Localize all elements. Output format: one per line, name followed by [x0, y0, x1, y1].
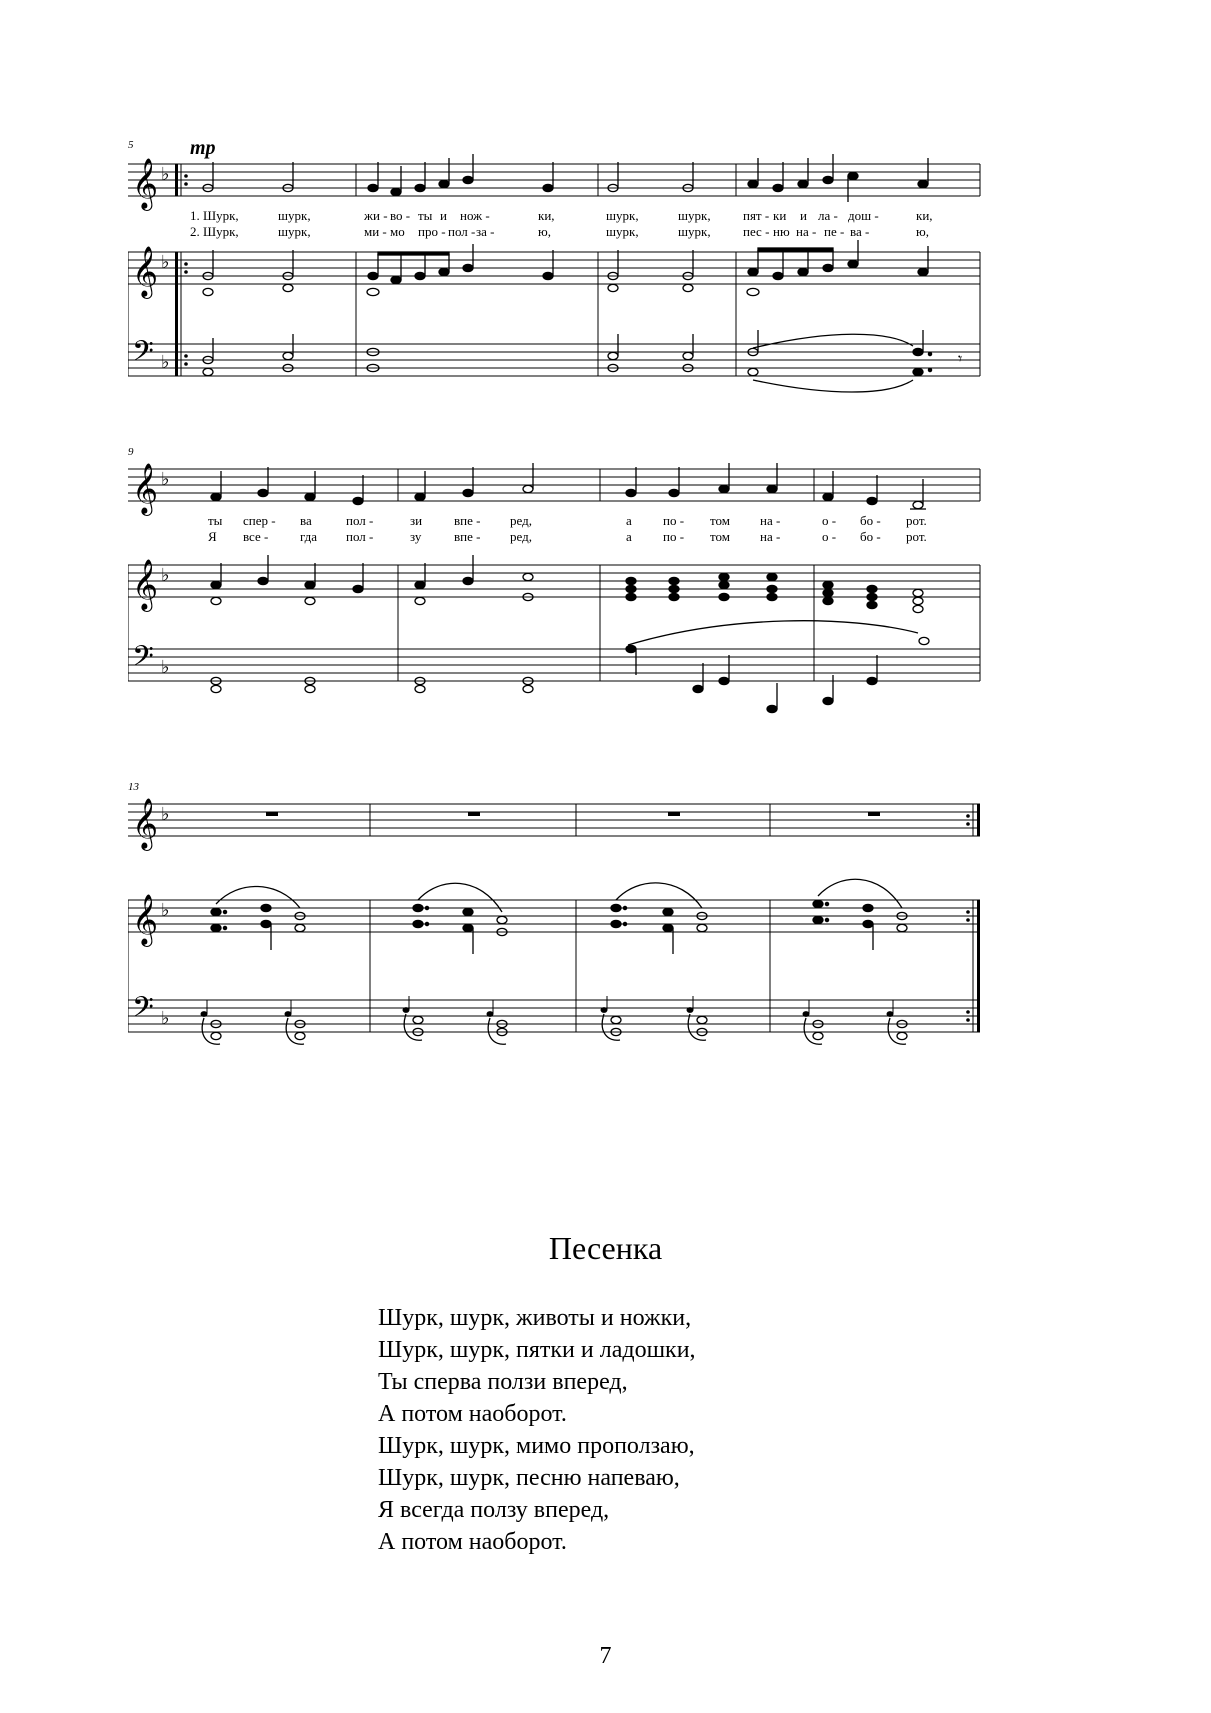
lyric-syllable: ты	[418, 208, 433, 223]
rest-icon: 𝄾	[958, 351, 963, 368]
lyric-syllable: пес -	[743, 224, 770, 239]
lyric-syllable: нож -	[460, 208, 490, 223]
piano-treble-notes	[216, 879, 907, 935]
lyric-syllable: во -	[390, 208, 411, 223]
lyric-syllable: ю,	[538, 224, 551, 239]
lyric-syllable: ред,	[510, 529, 532, 544]
voice-notes	[203, 162, 693, 192]
piano-treble-notes-filled	[211, 555, 877, 609]
lyric-syllable: том	[710, 513, 730, 528]
lyric-syllable: шурк,	[278, 208, 311, 223]
lyric-syllable: ки,	[916, 208, 933, 223]
piano-treble-notes	[203, 250, 759, 296]
lyric-syllable: 1. Шурк,	[190, 208, 239, 223]
piano-bass-notes-filled	[626, 645, 877, 712]
lyric-syllable: шурк,	[606, 224, 639, 239]
repeat-end-barline	[966, 804, 980, 1032]
music-system-1	[128, 140, 1088, 430]
treble-clef-icon: 𝄞	[132, 463, 159, 514]
treble-clef-icon: 𝄞	[132, 559, 159, 610]
lyric-syllable: пол -	[448, 224, 476, 239]
lyric-syllable: ва	[300, 513, 312, 528]
lyric-syllable: по -	[663, 513, 685, 528]
lyric-syllable: и	[440, 208, 447, 223]
lyric-syllable: пол -	[346, 513, 374, 528]
flat-icon: ♭	[161, 1008, 170, 1028]
flat-icon: ♭	[161, 900, 170, 920]
voice-staff	[128, 469, 980, 501]
poem-line: Ты сперва ползи вперед,	[378, 1369, 628, 1395]
poem-line: Шурк, шурк, пятки и ладошки,	[378, 1337, 696, 1363]
piano-bass-staff	[128, 649, 980, 681]
lyric-syllable: рот.	[906, 529, 927, 544]
piano-bass-notes	[203, 330, 913, 392]
bass-clef-icon: 𝄢	[132, 335, 154, 375]
rest-icon	[668, 812, 680, 816]
lyric-syllable: ки,	[538, 208, 555, 223]
lyric-syllable: на -	[760, 513, 781, 528]
music-system-2	[128, 445, 1088, 735]
dynamic-marking: mp	[190, 140, 216, 159]
lyric-syllable: и	[800, 208, 807, 223]
lyric-syllable: пят -	[743, 208, 770, 223]
lyric-syllable: ты	[208, 513, 223, 528]
piano-bass-staff	[128, 344, 980, 376]
lyric-syllable: о -	[822, 529, 837, 544]
lyric-syllable: а	[626, 513, 632, 528]
lyric-syllable: зу	[410, 529, 422, 544]
measure-number: 13	[128, 781, 139, 793]
lyric-syllable: том	[710, 529, 730, 544]
flat-icon: ♭	[161, 469, 170, 489]
lyric-syllable: на -	[796, 224, 817, 239]
lyric-syllable: по -	[663, 529, 685, 544]
bass-clef-icon: 𝄢	[132, 991, 154, 1031]
lyric-syllable: пол -	[346, 529, 374, 544]
poem-line: А потом наоборот.	[378, 1401, 567, 1427]
lyric-syllable: ла -	[818, 208, 838, 223]
piano-bass-notes	[202, 1014, 907, 1044]
measure-number: 5	[128, 140, 134, 151]
lyric-syllable: шурк,	[278, 224, 311, 239]
lyric-syllable: зи	[410, 513, 423, 528]
lyric-syllable: спер -	[243, 513, 276, 528]
flat-icon: ♭	[161, 252, 170, 272]
lyric-syllable: впе -	[454, 529, 481, 544]
page-number: 7	[599, 1643, 612, 1669]
bass-clef-icon: 𝄢	[132, 640, 154, 680]
flat-icon: ♭	[161, 804, 170, 824]
piano-bass-notes-filled	[913, 330, 932, 376]
lyric-syllable: гда	[300, 529, 318, 544]
measure-number: 9	[128, 446, 134, 458]
lyric-syllable: шурк,	[678, 208, 711, 223]
voice-staff	[128, 804, 980, 836]
rest-icon	[868, 812, 880, 816]
piano-treble-notes-filled	[368, 240, 928, 284]
lyric-syllable: 2. Шурк,	[190, 224, 239, 239]
poem-title: Песенка	[548, 1230, 663, 1266]
piano-bass-staff	[128, 1000, 980, 1032]
lyric-syllable: на -	[760, 529, 781, 544]
lyric-syllable: дош -	[848, 208, 879, 223]
music-system-3	[128, 780, 1088, 1070]
lyrics-verse-2	[190, 224, 929, 239]
poem-line: Шурк, шурк, песню напеваю,	[378, 1465, 680, 1491]
barlines	[370, 804, 770, 1032]
flat-icon: ♭	[161, 657, 170, 677]
poem-line: Я всегда ползу вперед,	[378, 1497, 610, 1523]
poem-line: Шурк, шурк, мимо проползаю,	[378, 1433, 695, 1459]
whole-rests	[266, 812, 880, 816]
lyric-syllable: бо -	[860, 529, 881, 544]
lyrics-verse-1	[190, 208, 933, 223]
poem-lines	[378, 1302, 696, 1558]
lyric-syllable: про -	[418, 224, 446, 239]
lyric-syllable: ми -	[364, 224, 387, 239]
score-system-1	[128, 140, 1088, 430]
lyric-syllable: Я	[208, 529, 217, 544]
piano-treble-staff	[128, 900, 980, 932]
lyric-syllable: мо	[390, 224, 405, 239]
piano-treble-staff	[128, 565, 980, 597]
lyric-syllable: ва -	[850, 224, 870, 239]
lyric-syllable: шурк,	[678, 224, 711, 239]
flat-icon: ♭	[161, 565, 170, 585]
rest-icon	[468, 812, 480, 816]
lyric-syllable: а	[626, 529, 632, 544]
rest-icon	[266, 812, 278, 816]
lyric-syllable: жи -	[364, 208, 388, 223]
lyric-syllable: рот.	[906, 513, 927, 528]
poem-line: А потом наоборот.	[378, 1529, 567, 1555]
poem	[0, 1230, 1211, 1555]
flat-icon: ♭	[161, 352, 170, 372]
lyric-syllable: ю,	[916, 224, 929, 239]
lyric-syllable: ню	[773, 224, 790, 239]
treble-clef-icon: 𝄞	[132, 246, 159, 297]
voice-notes-filled	[368, 154, 928, 202]
flat-icon: ♭	[161, 164, 170, 184]
lyrics-verse-1	[208, 513, 927, 528]
piano-treble-notes	[211, 573, 923, 612]
lyric-syllable: все -	[243, 529, 269, 544]
lyric-syllable: пе -	[824, 224, 845, 239]
lyric-syllable: бо -	[860, 513, 881, 528]
lyric-syllable: за -	[476, 224, 495, 239]
score-system-3	[128, 780, 1088, 1070]
treble-clef-icon: 𝄞	[132, 894, 159, 945]
score-system-2	[128, 445, 1088, 735]
lyric-syllable: шурк,	[606, 208, 639, 223]
lyrics-verse-2	[208, 529, 927, 544]
lyric-syllable: впе -	[454, 513, 481, 528]
grace-notes	[201, 996, 893, 1016]
lyric-syllable: ред,	[510, 513, 532, 528]
treble-clef-icon: 𝄞	[132, 158, 159, 209]
poem-line: Шурк, шурк, животы и ножки,	[378, 1305, 692, 1331]
lyric-syllable: ки	[773, 208, 787, 223]
treble-clef-icon: 𝄞	[132, 798, 159, 849]
lyric-syllable: о -	[822, 513, 837, 528]
